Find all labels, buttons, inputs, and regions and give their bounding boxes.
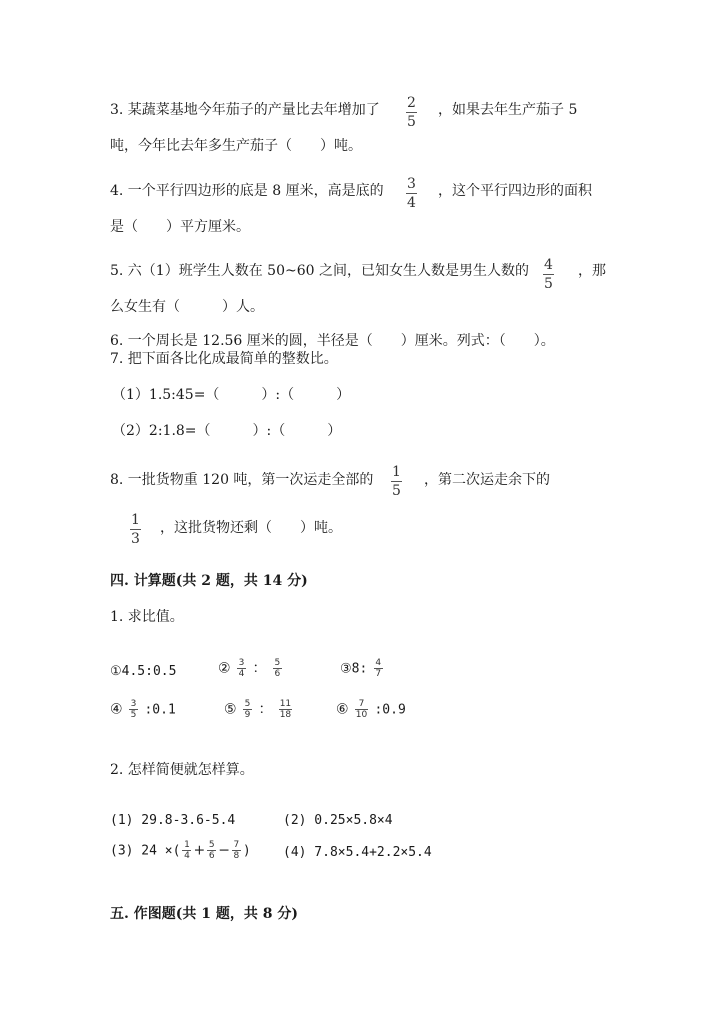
q4-line1-after: ，这个平行四边形的面积 xyxy=(438,183,592,199)
fraction: $\frac{1}{4}$ xyxy=(184,840,190,861)
q8-fraction2 xyxy=(130,512,141,547)
fraction-bar xyxy=(543,274,554,275)
fraction: $\frac{3}{4}$ xyxy=(238,658,245,679)
fraction-numerator: 4 xyxy=(544,257,553,273)
fraction: $\frac{5}{9}$ xyxy=(244,699,251,720)
section4-title: 四. 计算题(共 2 题，共 14 分) xyxy=(110,573,308,589)
q4-line2: 是（ ）平方厘米。 xyxy=(110,219,250,235)
fraction: $\frac{3}{5}$ xyxy=(130,699,137,720)
fraction-numerator: 2 xyxy=(407,95,416,111)
ratio-item-2: ② $\frac{3}{4}$ ： $\frac{5}{6}$ xyxy=(218,658,281,679)
fraction-numerator: 1 xyxy=(392,464,401,480)
fraction: $\frac{11}{18}$ xyxy=(279,699,292,720)
q3-fraction xyxy=(406,95,417,130)
fraction: $\frac{5}{6}$ xyxy=(208,840,215,861)
q8-line1-after: ，第二次运走余下的 xyxy=(424,472,550,488)
fraction-bar xyxy=(406,193,417,194)
q6-text: 6. 一个周长是 12.56 厘米的圆，半径是（ ）厘米。列式：（ ）。 xyxy=(110,333,555,349)
fraction-bar xyxy=(391,481,402,482)
q5-fraction xyxy=(543,257,554,292)
fraction: $\frac{5}{6}$ xyxy=(274,658,281,679)
s4-q2-title: 2. 怎样简便就怎样算。 xyxy=(110,762,254,778)
q7-item2: （2）2:1.8=（ ）:（ ） xyxy=(112,423,342,439)
q8-line1: 8. 一批货物重 120 吨，第一次运走全部的 xyxy=(110,472,374,488)
fraction-denominator: 4 xyxy=(407,195,416,211)
calc-item-3: (3) 24 ×( $\frac{1}{4}$ + $\frac{5}{6}$ − $\frac{7}{8}$ ) xyxy=(110,840,251,861)
fraction-bar xyxy=(130,529,141,530)
q4-fraction xyxy=(406,176,417,211)
fraction: $\frac{7}{8}$ xyxy=(233,840,240,861)
fraction-bar xyxy=(406,112,417,113)
fraction: $\frac{4}{7}$ xyxy=(375,658,382,679)
q8-line2-after: ，这批货物还剩（ ）吨。 xyxy=(160,520,342,536)
ratio-item-4: ④ $\frac{3}{5}$ :0.1 xyxy=(110,699,176,720)
q3-line1: 3. 某蔬菜基地今年茄子的产量比去年增加了 xyxy=(110,102,380,118)
fraction-denominator: 5 xyxy=(544,276,553,292)
ratio-item-6: ⑥ $\frac{7}{10}$ :0.9 xyxy=(336,699,406,720)
fraction-numerator: 3 xyxy=(407,176,416,192)
q7-item1: （1）1.5:45=（ ）:（ ） xyxy=(112,387,351,403)
q5-line1-after: ，那 xyxy=(578,263,606,279)
calc-item-2: (2) 0.25×5.8×4 xyxy=(283,813,393,828)
q5-line2: 么女生有（ ）人。 xyxy=(110,299,264,315)
q3-line2: 吨，今年比去年多生产茄子（ ）吨。 xyxy=(110,138,362,154)
fraction: $\frac{7}{10}$ xyxy=(355,699,368,720)
fraction-numerator: 1 xyxy=(131,512,140,528)
calc-item-1: (1) 29.8-3.6-5.4 xyxy=(110,813,236,828)
q4-line1: 4. 一个平行四边形的底是 8 厘米，高是底的 xyxy=(110,183,384,199)
section5-title: 五. 作图题(共 1 题，共 8 分) xyxy=(110,906,298,922)
ratio-item-3: ③8: $\frac{4}{7}$ xyxy=(340,658,382,679)
ratio-item-5: ⑤ $\frac{5}{9}$ ： $\frac{11}{18}$ xyxy=(224,699,292,720)
ratio-item-1: ①4.5:0.5 xyxy=(110,664,177,679)
s4-q1-title: 1. 求比值。 xyxy=(110,609,184,625)
fraction-denominator: 3 xyxy=(131,531,140,547)
q5-line1: 5. 六（1）班学生人数在 50~60 之间，已知女生人数是男生人数的 xyxy=(110,263,529,279)
q3-line1-after: ，如果去年生产茄子 5 xyxy=(438,102,578,118)
calc-item-4: (4) 7.8×5.4+2.2×5.4 xyxy=(283,845,432,860)
q7-title: 7. 把下面各比化成最简单的整数比。 xyxy=(110,351,338,367)
q8-fraction1 xyxy=(391,464,402,499)
fraction-denominator: 5 xyxy=(407,114,416,130)
fraction-denominator: 5 xyxy=(392,483,401,499)
